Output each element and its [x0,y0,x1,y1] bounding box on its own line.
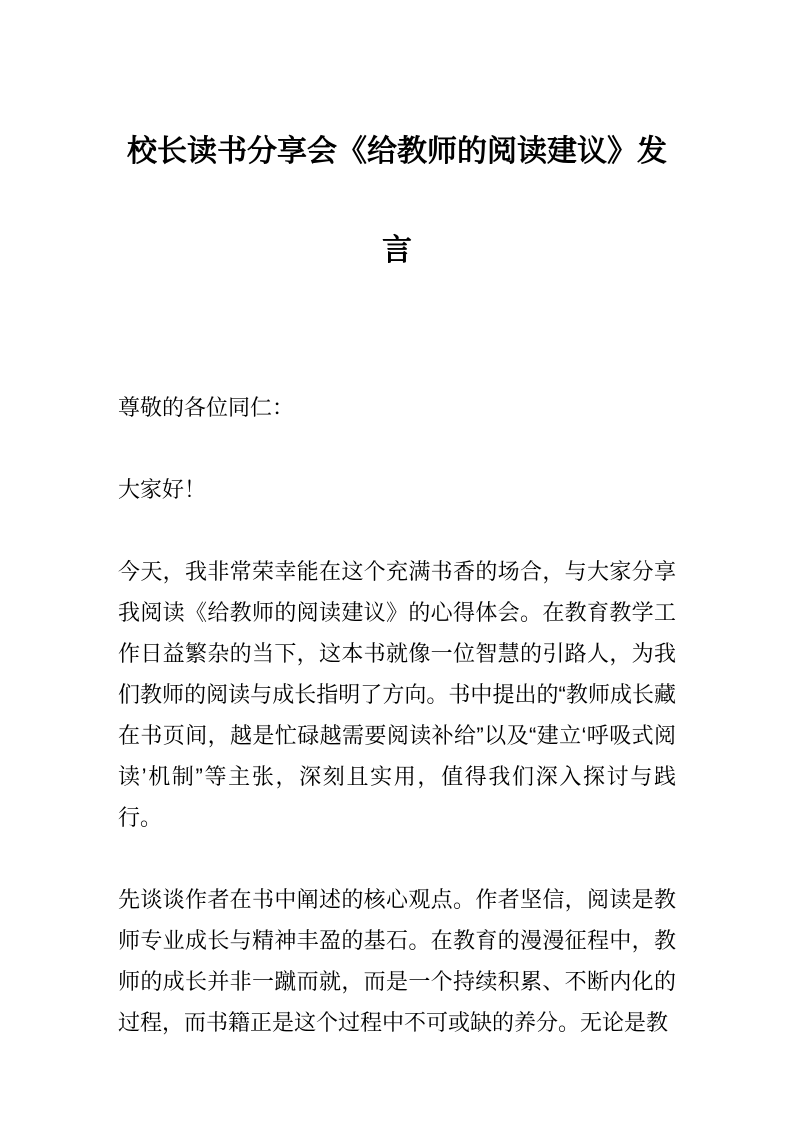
document-title-line-1: 校长读书分享会《给教师的阅读建议》发 [127,135,667,168]
paragraph-line: 师专业成长与精神丰盈的基石。在教育的漫漫征程中，教 [118,928,676,953]
paragraph-line: 尊敬的各位同仁： [118,395,295,420]
paragraph-line: 过程，而书籍正是这个过程中不可或缺的养分。无论是教 [118,1010,669,1035]
paragraph-salutation [118,387,676,428]
paragraph-intro-paragraph [118,551,676,838]
paragraph-line: 师的成长并非一蹴而就，而是一个持续积累、不断内化的 [118,969,676,994]
paragraph-line: 先谈谈作者在书中阐述的核心观点。作者坚信，阅读是教 [118,887,676,912]
paragraph-line: 大家好！ [118,477,207,502]
paragraph-greeting [118,469,676,510]
document-title-line-2: 言 [382,234,412,267]
document-title [118,102,676,300]
paragraph-line: 作日益繁杂的当下，这本书就像一位智慧的引路人，为我 [118,641,676,666]
paragraph-line: 在书页间，越是忙碌越需要阅读补给”以及“建立‘呼吸式阅 [118,723,676,748]
document-content [118,102,676,1043]
document-body [118,387,676,1043]
paragraph-line: 读’机制”等主张，深刻且实用，值得我们深入探讨与践行。 [118,764,676,830]
paragraph-line: 今天，我非常荣幸能在这个充满书香的场合，与大家分享 [118,559,676,584]
paragraph-line: 我阅读《给教师的阅读建议》的心得体会。在教育教学工 [118,600,676,625]
paragraph-line: 们教师的阅读与成长指明了方向。书中提出的“教师成长藏 [118,682,676,707]
paragraph-core-viewpoint-paragraph [118,879,676,1043]
